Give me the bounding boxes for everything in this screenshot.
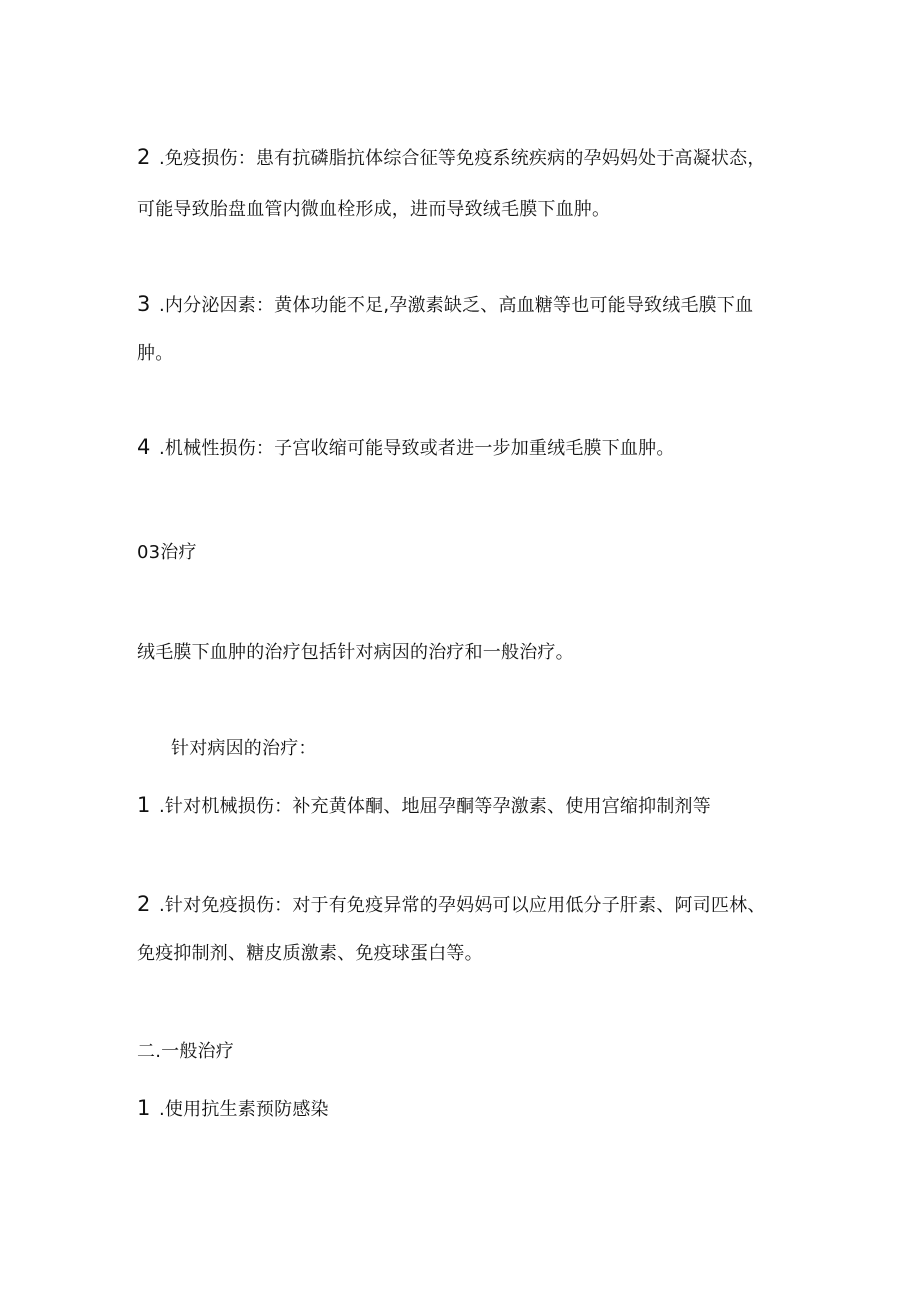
cause-2-line-1: [137, 892, 766, 918]
general-1-text: .使用抗生素预防感染: [159, 1099, 329, 1120]
item-3-number: 3: [137, 292, 151, 316]
cause-1-line-1: [137, 793, 711, 819]
item-2-line-1: [137, 145, 766, 171]
item-3-line-1: [137, 292, 753, 318]
item-4-text: .机械性损伤：子宫收缩可能导致或者进一步加重绒毛膜下血肿。: [159, 438, 675, 459]
general-treatment-heading: 二.一般治疗: [137, 1041, 234, 1062]
intro-paragraph: 绒毛膜下血肿的治疗包括针对病因的治疗和一般治疗。: [137, 642, 574, 663]
item-4-line-1: [137, 435, 675, 461]
cause-2-text: .针对免疫损伤：对于有免疫异常的孕妈妈可以应用低分子肝素、阿司匹林、: [159, 895, 766, 916]
cause-2-number: 2: [137, 892, 151, 916]
subheading-cause-treatment: 针对病因的治疗：: [171, 738, 317, 759]
general-1-number: 1: [137, 1096, 151, 1120]
item-4-number: 4: [137, 435, 151, 459]
cause-2-line-2: 免疫抑制剂、糖皮质激素、免疫球蛋白等。: [137, 943, 483, 964]
item-2-line-2: 可能导致胎盘血管内微血栓形成，进而导致绒毛膜下血肿。: [137, 199, 611, 220]
item-2-text: .免疫损伤：患有抗磷脂抗体综合征等免疫系统疾病的孕妈妈处于高凝状态，: [159, 148, 766, 169]
cause-1-number: 1: [137, 793, 151, 817]
section-heading: 03治疗: [137, 542, 197, 563]
cause-1-text: .针对机械损伤：补充黄体酮、地屈孕酮等孕激素、使用宫缩抑制剂等: [159, 796, 711, 817]
general-1-line-1: [137, 1096, 329, 1122]
item-3-line-2: 肿。: [137, 343, 174, 364]
item-2-number: 2: [137, 145, 151, 169]
item-3-text: .内分泌因素：黄体功能不足,孕激素缺乏、高血糖等也可能导致绒毛膜下血: [159, 295, 754, 316]
